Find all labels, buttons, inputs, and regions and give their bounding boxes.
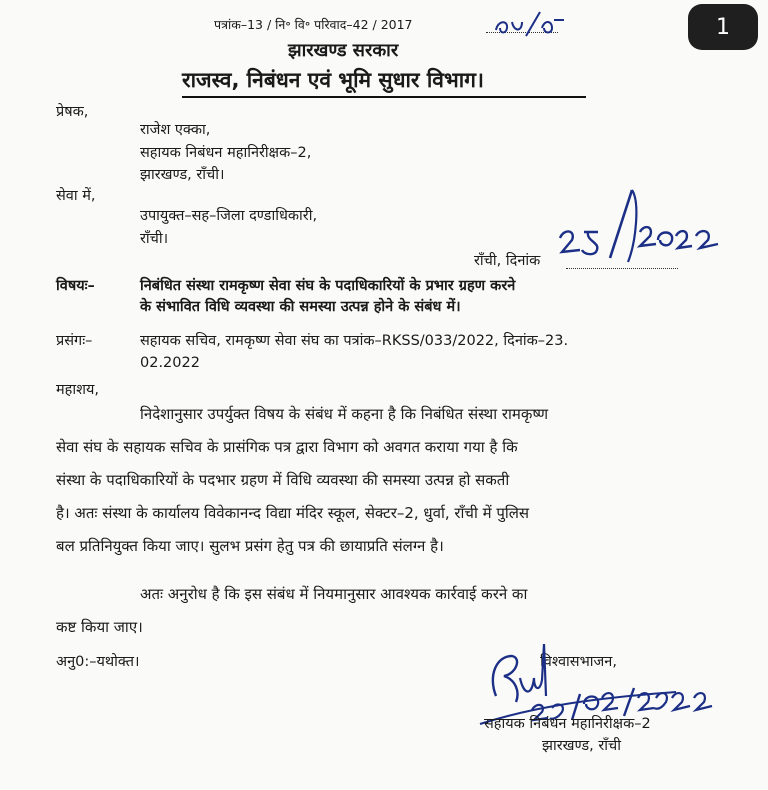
salutation: महाशय, — [56, 382, 100, 398]
subject-line-2: के संभावित विधि व्यवस्था की समस्या उत्पन्न होने के संबंध में। — [140, 299, 461, 315]
recipient-designation: उपायुक्त–सह–जिला दण्डाधिकारी, — [140, 208, 318, 224]
body-line: कष्ट किया जाए। — [56, 618, 143, 636]
closing-text: विश्वासभाजन, — [540, 654, 617, 670]
body-line: है। अतः संस्था के कार्यालय विवेकानन्द विद्या मंदिर स्कूल, सेक्टर–2, धुर्वा, राँची में पुलिस — [56, 504, 530, 522]
department-heading: राजस्व, निबंधन एवं भूमि सुधार विभाग। — [182, 68, 484, 92]
subject-line-1: निबंधित संस्था रामकृष्ण सेवा संघ के पदाधिकारियों के प्रभार ग्रहण करने — [140, 278, 516, 294]
body-line: सेवा संघ के सहायक सचिव के प्रासंगिक पत्र द्वारा विभाग को अवगत कराया गया है कि — [56, 438, 518, 456]
signatory-designation: सहायक निबंधन महानिरीक्षक–2 — [484, 716, 651, 732]
government-heading: झारखण्ड सरकार — [288, 40, 399, 61]
signatory-place: झारखण्ड, राँची — [542, 738, 622, 754]
recipient-place: राँची। — [140, 231, 169, 247]
enclosure-note: अनु0:–यथोक्त। — [56, 654, 140, 670]
body-line: बल प्रतिनियुक्त किया जाए। सुलभ प्रसंग हेतु पत्र की छायाप्रति संलग्न है। — [56, 537, 444, 555]
page-number-badge: 1 — [688, 4, 758, 50]
reference-line-1: सहायक सचिव, रामकृष्ण सेवा संघ का पत्रांक–RKSS/033/2022, दिनांक–23. — [140, 333, 569, 349]
sender-label: प्रेषक, — [56, 104, 89, 120]
reference-label: प्रसंगः– — [56, 333, 93, 349]
letter-number: पत्रांक–13 / नि॰ वि॰ परिवाद–42 / 2017 — [214, 17, 413, 32]
handwritten-date — [540, 182, 730, 270]
body-paragraph-1 — [56, 398, 712, 563]
body-line: निदेशानुसार उपर्युक्त विषय के संबंध में कहना है कि निबंधित संस्था रामकृष्ण — [140, 405, 549, 423]
heading-underline — [182, 96, 586, 98]
subject-label: विषयः– — [56, 278, 95, 294]
sender-designation: सहायक निबंधन महानिरीक्षक–2, — [140, 145, 312, 161]
to-label: सेवा में, — [56, 188, 96, 204]
body-paragraph-2 — [56, 578, 712, 644]
date-label: राँची, दिनांक — [474, 253, 541, 269]
body-line: अतः अनुरोध है कि इस संबंध में नियमानुसार आवश्यक कार्रवाई करने का — [140, 585, 528, 603]
handwritten-number — [492, 6, 580, 42]
body-line: संस्था के पदाधिकारियों के पदभार ग्रहण में विधि व्यवस्था की समस्या उत्पन्न हो सकती — [56, 471, 510, 489]
sender-name: राजेश एक्का, — [140, 122, 211, 138]
sender-place: झारखण्ड, राँची। — [140, 167, 225, 183]
reference-line-2: 02.2022 — [140, 355, 200, 371]
